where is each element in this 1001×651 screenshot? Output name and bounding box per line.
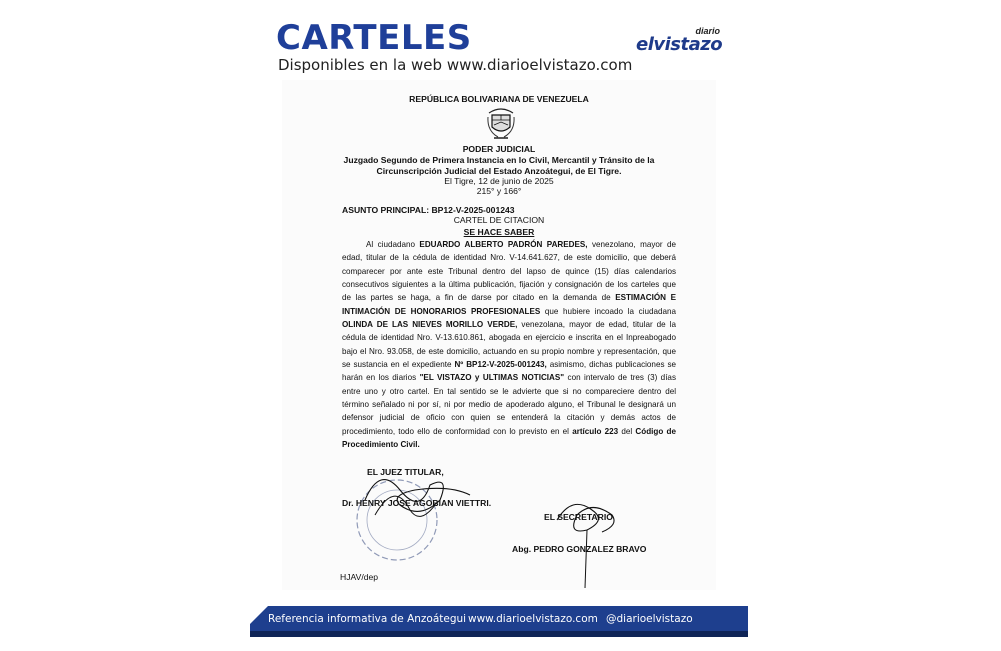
doc-body xyxy=(342,238,676,452)
footer-reference: Referencia informativa de Anzoátegui xyxy=(268,613,467,625)
doc-country: REPÚBLICA BOLIVARIANA DE VENEZUELA xyxy=(409,94,589,104)
body-bold: OLINDA DE LAS NIEVES MORILLO VERDE, xyxy=(342,320,518,330)
footer-corner xyxy=(250,606,268,624)
body-bold: ESTIMACIÓN E INTIMACIÓN DE HONORARIOS PROFESIONALES xyxy=(342,293,676,316)
coat-of-arms-icon xyxy=(486,105,516,141)
body-text: asimismo, dichas publicaciones se harán en los diarios xyxy=(342,360,676,383)
doc-court-line-2: Circunscripción Judicial del Estado Anzoátegui, de El Tigre. xyxy=(376,166,622,176)
court-document xyxy=(282,80,716,590)
body-bold: Nº BP12-V-2025-001243, xyxy=(454,360,547,370)
page-subtitle: Disponibles en la web www.diarioelvistazo.com xyxy=(278,56,633,74)
doc-place-date: El Tigre, 12 de junio de 2025 xyxy=(444,176,554,186)
elvistazo-logo xyxy=(636,26,726,56)
body-text: con intervalo de tres (3) días entre uno y otro cartel. En tal sentido se le advierte que si no compareciere dentro del término señalado ni por sí, ni por medio de apoderado alguno, el Tribunal le designará un defensor judicial de oficio con quien se entenderá la citación y demás actos de procedimiento, todo ello de conformidad con lo previsto en el xyxy=(342,373,676,436)
signature-secretary xyxy=(547,490,627,590)
body-bold: artículo 223 xyxy=(572,426,619,436)
body-text: venezolana, mayor de edad, titular de la cédula de identidad Nro. V-13.610.861, abogada en ejercicio e inscrita en el Inpreabogado bajo el Nro. 93.058, de este domicilio, actuando en su propio nombre y representación, que se sustancia en el expediente xyxy=(342,320,676,370)
doc-initials: HJAV/dep xyxy=(340,572,379,582)
secretary-title: EL SECRETARIO xyxy=(544,512,613,522)
body-text: que hubiere incoado la ciudadana xyxy=(540,306,676,316)
secretary-name: Abg. PEDRO GONZALEZ BRAVO xyxy=(512,544,647,554)
footer-handle[interactable]: @diarioelvistazo xyxy=(606,613,693,625)
judge-name: Dr. HENRY JOSE AGOBIAN VIETTRI. xyxy=(342,498,492,508)
footer-banner xyxy=(250,606,748,637)
doc-notice: SE HACE SABER xyxy=(463,227,535,237)
doc-case-number: ASUNTO PRINCIPAL: BP12-V-2025-001243 xyxy=(342,205,515,215)
judge-title: EL JUEZ TITULAR, xyxy=(367,467,444,477)
doc-years: 215° y 166° xyxy=(476,186,522,196)
body-bold: "EL VISTAZO y ULTIMAS NOTICIAS" xyxy=(419,373,565,383)
body-bold: Código de Procedimiento Civil. xyxy=(342,426,676,450)
body-bold: EDUARDO ALBERTO PADRÓN PAREDES, xyxy=(419,240,588,249)
logo-diario-text: diario xyxy=(695,26,720,36)
footer-underline xyxy=(250,631,748,637)
doc-type: CARTEL DE CITACION xyxy=(453,215,545,225)
body-text: venezolano, mayor de edad, titular de la cédula de identidad Nro. V-14.641.627, de este domicilio, que deberá comparecer por ante este Tribunal dentro del lapso de quince (15) días calendarios consecutivos siguientes a la última publicación, fijación y consignación de los carteles que de las partes se haga, a fin de darse por citado en la demanda de xyxy=(342,240,676,303)
body-text: Al ciudadano xyxy=(366,240,420,249)
footer-website[interactable]: www.diarioelvistazo.com xyxy=(468,613,598,625)
body-text: del xyxy=(618,426,636,436)
page-title: CARTELES xyxy=(276,18,472,58)
doc-branch: PODER JUDICIAL xyxy=(462,144,536,154)
logo-brand-text: elvistazo xyxy=(636,34,723,55)
doc-court-line-1: Juzgado Segundo de Primera Instancia en lo Civil, Mercantil y Tránsito de la xyxy=(343,155,655,165)
